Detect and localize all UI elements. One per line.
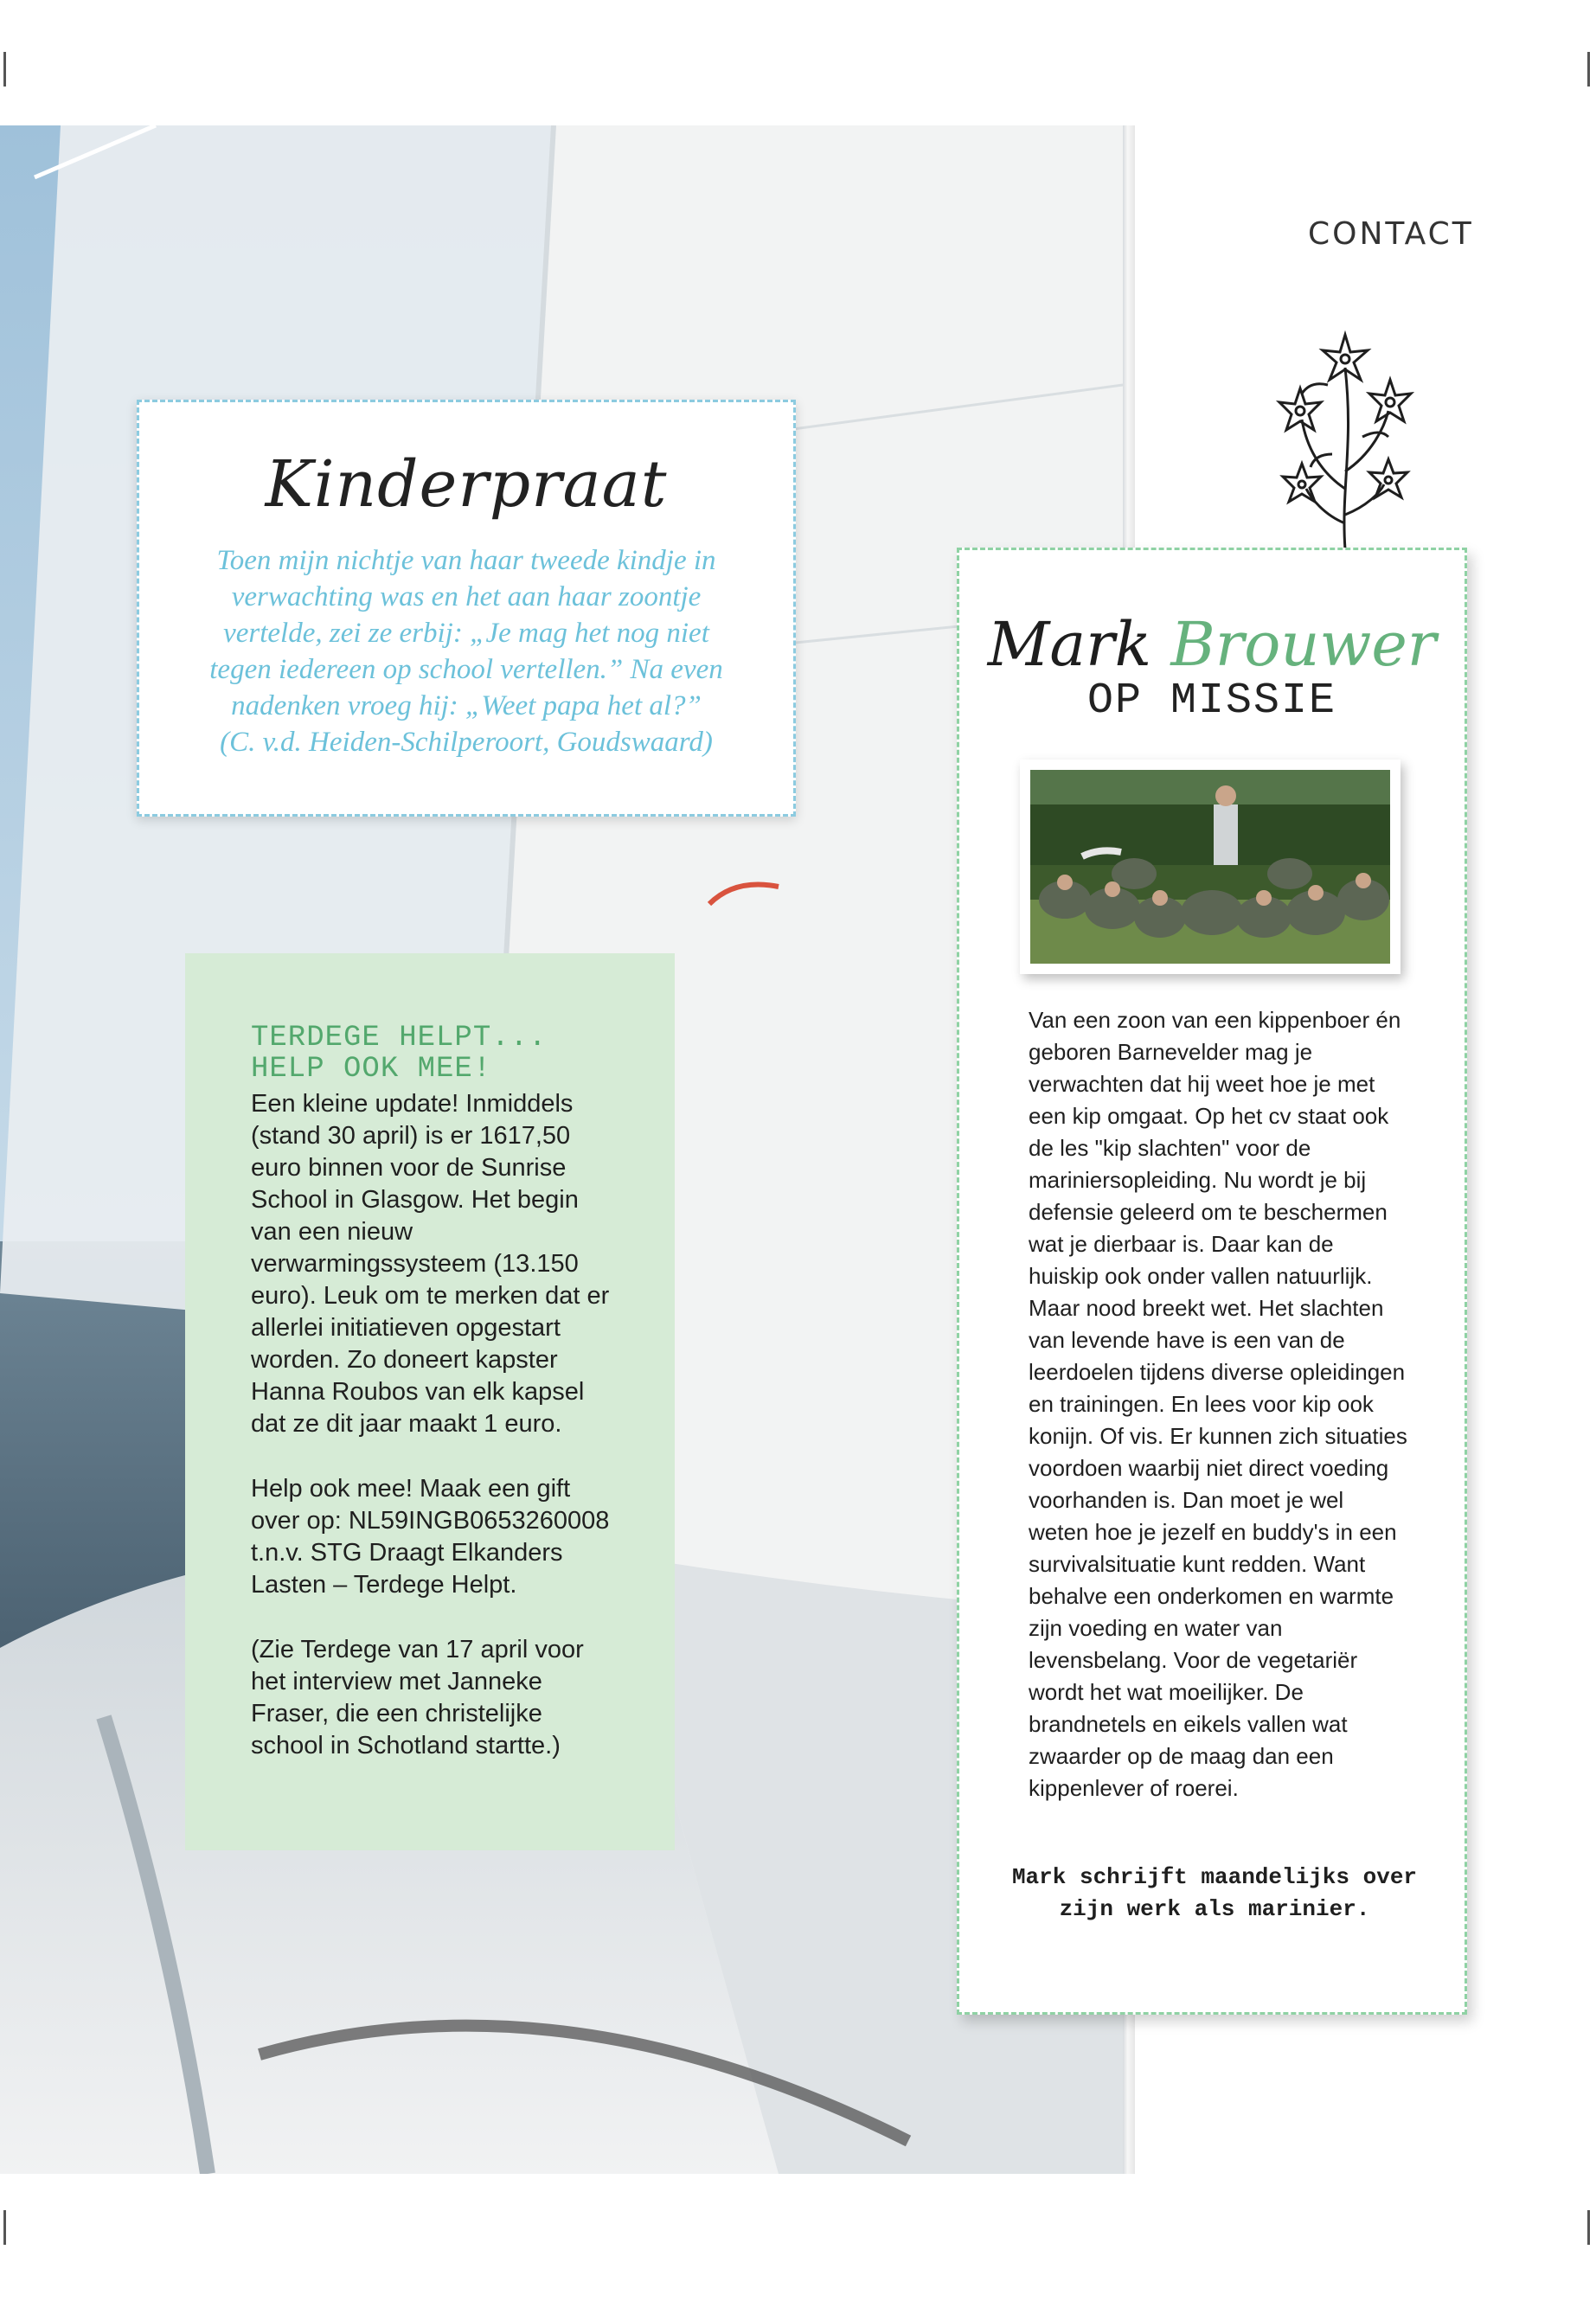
column-footnote: Mark schrijft maandelijks over zijn werk als marinier. <box>1011 1864 1418 1922</box>
column-body: Van een zoon van een kippenboer én geboren Barnevelder mag je verwachten dat hij weet hoe je met een kip omgaat. Op het cv staat ook de les "kip slachten" voor de mariniersopleiding. Nu wordt je bij defensie geleerd om te beschermen wat je dierbaar is. Daar kan de huiskip ook onder vallen natuurlijk. Maar nood breekt wet. Het slachten van levende have is een van de leerdoelen tijdens diverse opleidingen en trainingen. En lees voor kip ook konijn. Of vis. Er kunnen zich situaties voordoen waarbij niet direct voeding voorhanden is. Dan moet je wel weten hoe je jezelf en buddy's in een survivalsituatie kunt redden. Want behalve een onderkomen en warmte zijn voeding en water van levensbelang. Voor de vegetariër wordt het wat moeilijker. De brandnetels en eikels vallen wat zwaarder op de maag dan een kippenlever of roerei. <box>1029 1007 1407 1801</box>
crop-mark <box>1587 52 1590 87</box>
helpt-paragraph-1: Een kleine update! Inmiddels (stand 30 april) is er 1617,50 euro binnen voor de Sunrise School in Glasgow. Het begin van een nieuw verwarmingssysteem (13.150 euro). Leuk om te merken dat er allerlei initiatieven opgestart worden. Zo doneert kapster Hanna Roubos van elk kapsel dat ze dit jaar maakt 1 euro. <box>251 1090 610 1438</box>
column-subtitle: OP MISSIE <box>1086 676 1337 726</box>
crop-mark <box>1587 2210 1590 2245</box>
terdege-helpt-heading <box>251 1022 614 1085</box>
crop-mark <box>3 52 6 87</box>
mark-brouwer-card <box>957 548 1467 2015</box>
marines-photo <box>1020 760 1401 974</box>
kinderpraat-card <box>137 400 796 817</box>
title-last-name: Brouwer <box>1170 609 1437 680</box>
marines-training-photo <box>1030 770 1390 964</box>
kinderpraat-quote: Toen mijn nichtje van haar tweede kindje in verwachting was en het aan haar zoontje vertelde, zei ze erbij: „Je mag het nog niet tegen iedereen op school vertellen.” Na even nadenken vroeg hij: „Weet papa het al?” <box>209 545 723 721</box>
heading-line-1: TERDEGE HELPT... <box>251 1022 548 1054</box>
heading-line-2: HELP OOK MEE! <box>251 1053 492 1086</box>
kinderpraat-title: Kinderpraat <box>265 447 668 522</box>
kinderpraat-quote-block <box>191 542 741 760</box>
helpt-paragraph-3: (Zie Terdege van 17 april voor het interview met Janneke Fraser, die een christelijke school in Schotland startte.) <box>251 1636 584 1759</box>
helpt-paragraph-2: Help ook mee! Maak een gift over op: NL59INGB0653260008 t.n.v. STG Draagt Elkanders Lasten – Terdege Helpt. <box>251 1475 610 1599</box>
terdege-helpt-box <box>185 953 675 1850</box>
crop-mark <box>3 2210 6 2245</box>
section-label: CONTACT <box>1308 216 1474 252</box>
title-first-name: Mark <box>987 609 1152 680</box>
edelweiss-flower-icon <box>1259 316 1432 549</box>
kinderpraat-author: (C. v.d. Heiden-Schilperoort, Goudswaard) <box>220 727 713 758</box>
column-title <box>959 609 1465 680</box>
